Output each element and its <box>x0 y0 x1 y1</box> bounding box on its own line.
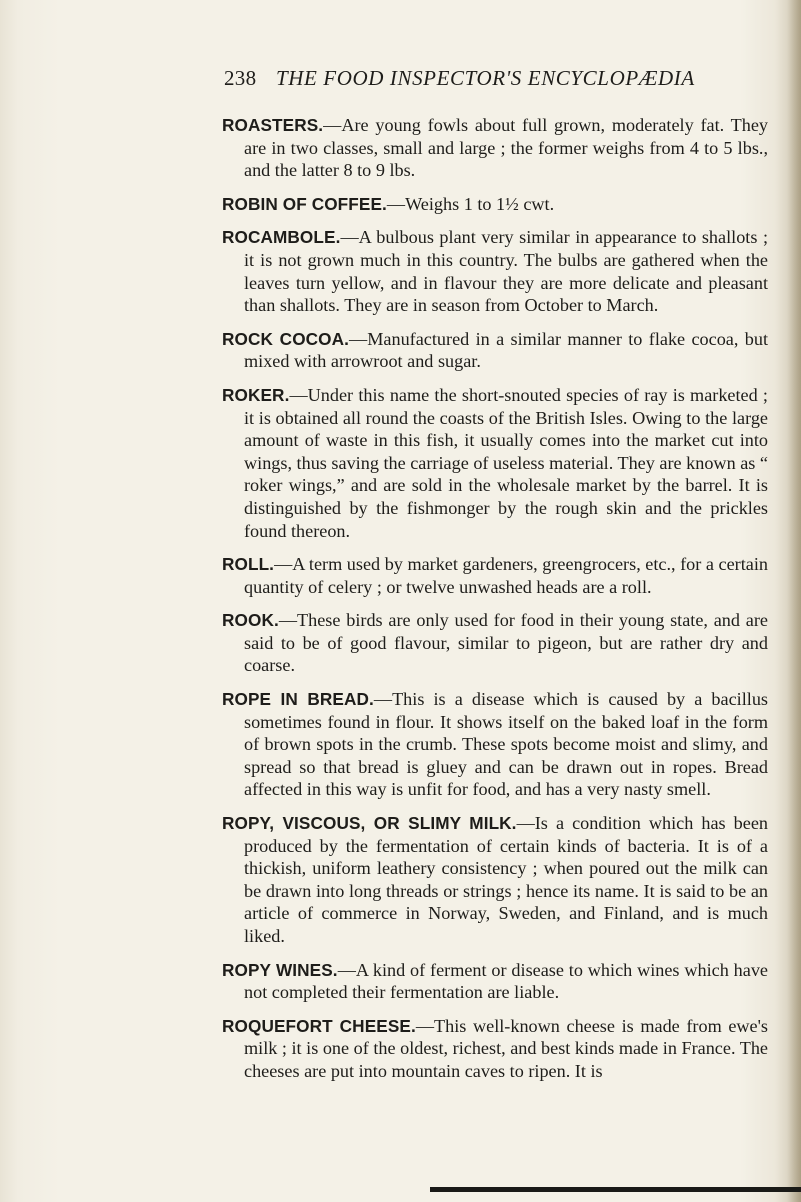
entry-text: —Manufactured in a similar manner to flake cocoa, but mixed with arrowroot and sugar. <box>244 328 768 372</box>
bottom-edge-rule <box>430 1187 801 1192</box>
entry-rock-cocoa <box>222 328 768 373</box>
entry-roker <box>222 384 768 542</box>
entry-text: —Is a condition which has been produced by the fermentation of certain kinds of bacteria. It is of a thickish, uniform leathery consistency ; when poured out the milk can be drawn into long threads or strings ; hence its name. It is said to be an article of commerce in Norway, Sweden, and Finland, and is much liked. <box>244 813 769 946</box>
entry-text: —This is a disease which is caused by a bacillus sometimes found in flour. It shows itself on the baked loaf in the form of brown spots in the crumb. These spots become moist and slimy, and spread so that bread is gluey and can be drawn out in ropes. Bread affected in this way is unfit for food, and has a very nasty smell. <box>244 689 768 800</box>
entry-headword: ROOK. <box>222 610 279 631</box>
entry-headword: ROPE IN BREAD. <box>222 689 374 710</box>
page-edge-shadow <box>787 0 801 1202</box>
entry-text: —Under this name the short-snouted species of ray is marketed ; it is obtained all round the coasts of the British Isles. Owing to the large amount of waste in this fish, it usually comes into the market cut into wings, thus saving the carriage of useless material. They are known as “ roker wings,” and are sold in the wholesale market by the barrel. It is distinguished by the fishmonger by the rough skin and the prickles found thereon. <box>244 384 768 541</box>
entry-text: —A term used by market gardeners, greengrocers, etc., for a certain quantity of celery ; or twelve unwashed heads are a roll. <box>244 554 768 597</box>
entry-headword: ROPY WINES. <box>222 959 338 980</box>
entry-text: —This well-known cheese is made from ewe's milk ; it is one of the oldest, richest, and best kinds made in France. The cheeses are put into mountain caves to ripen. It is <box>244 1015 768 1081</box>
entry-robin-of-coffee <box>222 193 768 216</box>
entry-rook <box>222 609 768 677</box>
running-head <box>224 66 695 91</box>
entry-text: —Weighs 1 to 1½ cwt. <box>386 193 555 214</box>
entry-text: —A bulbous plant very similar in appearance to shallots ; it is not grown much in this country. The bulbs are gathered when the leaves turn yellow, and in flavour they are more delicate and pleasant than shallots. They are in season from October to March. <box>244 227 768 316</box>
entry-text: —These birds are only used for food in their young state, and are said to be of good flavour, similar to pigeon, but are rather dry and coarse. <box>244 610 768 676</box>
entry-roll <box>222 553 768 598</box>
entry-headword: ROLL. <box>222 554 275 575</box>
entry-rocambole <box>222 226 768 316</box>
entry-ropy-wines <box>222 959 768 1004</box>
entry-roquefort-cheese <box>222 1015 768 1083</box>
entry-headword: ROKER. <box>222 384 290 405</box>
entry-headword: ROCAMBOLE. <box>222 227 341 248</box>
running-title: THE FOOD INSPECTOR'S ENCYCLOPÆDIA <box>275 66 695 90</box>
entry-headword: ROBIN OF COFFEE. <box>222 193 387 214</box>
entry-headword: ROASTERS. <box>222 115 324 135</box>
page-number: 238 <box>224 66 257 90</box>
entry-headword: ROPY, VISCOUS, OR SLIMY MILK. <box>222 813 517 834</box>
entry-roasters <box>222 114 768 182</box>
entry-text: —Are young fowls about full grown, moderately fat. They are in two classes, small and large ; the former weighs from 4 to 5 lbs., and the latter 8 to 9 lbs. <box>244 115 768 181</box>
entry-headword: ROQUEFORT CHEESE. <box>222 1015 416 1036</box>
encyclopedia-entries <box>222 114 768 1094</box>
entry-ropy-milk <box>222 812 768 948</box>
entry-headword: ROCK COCOA. <box>222 328 350 349</box>
entry-text: —A kind of ferment or disease to which wines which have not completed their fermentation are liable. <box>244 959 768 1003</box>
entry-rope-in-bread <box>222 688 768 801</box>
